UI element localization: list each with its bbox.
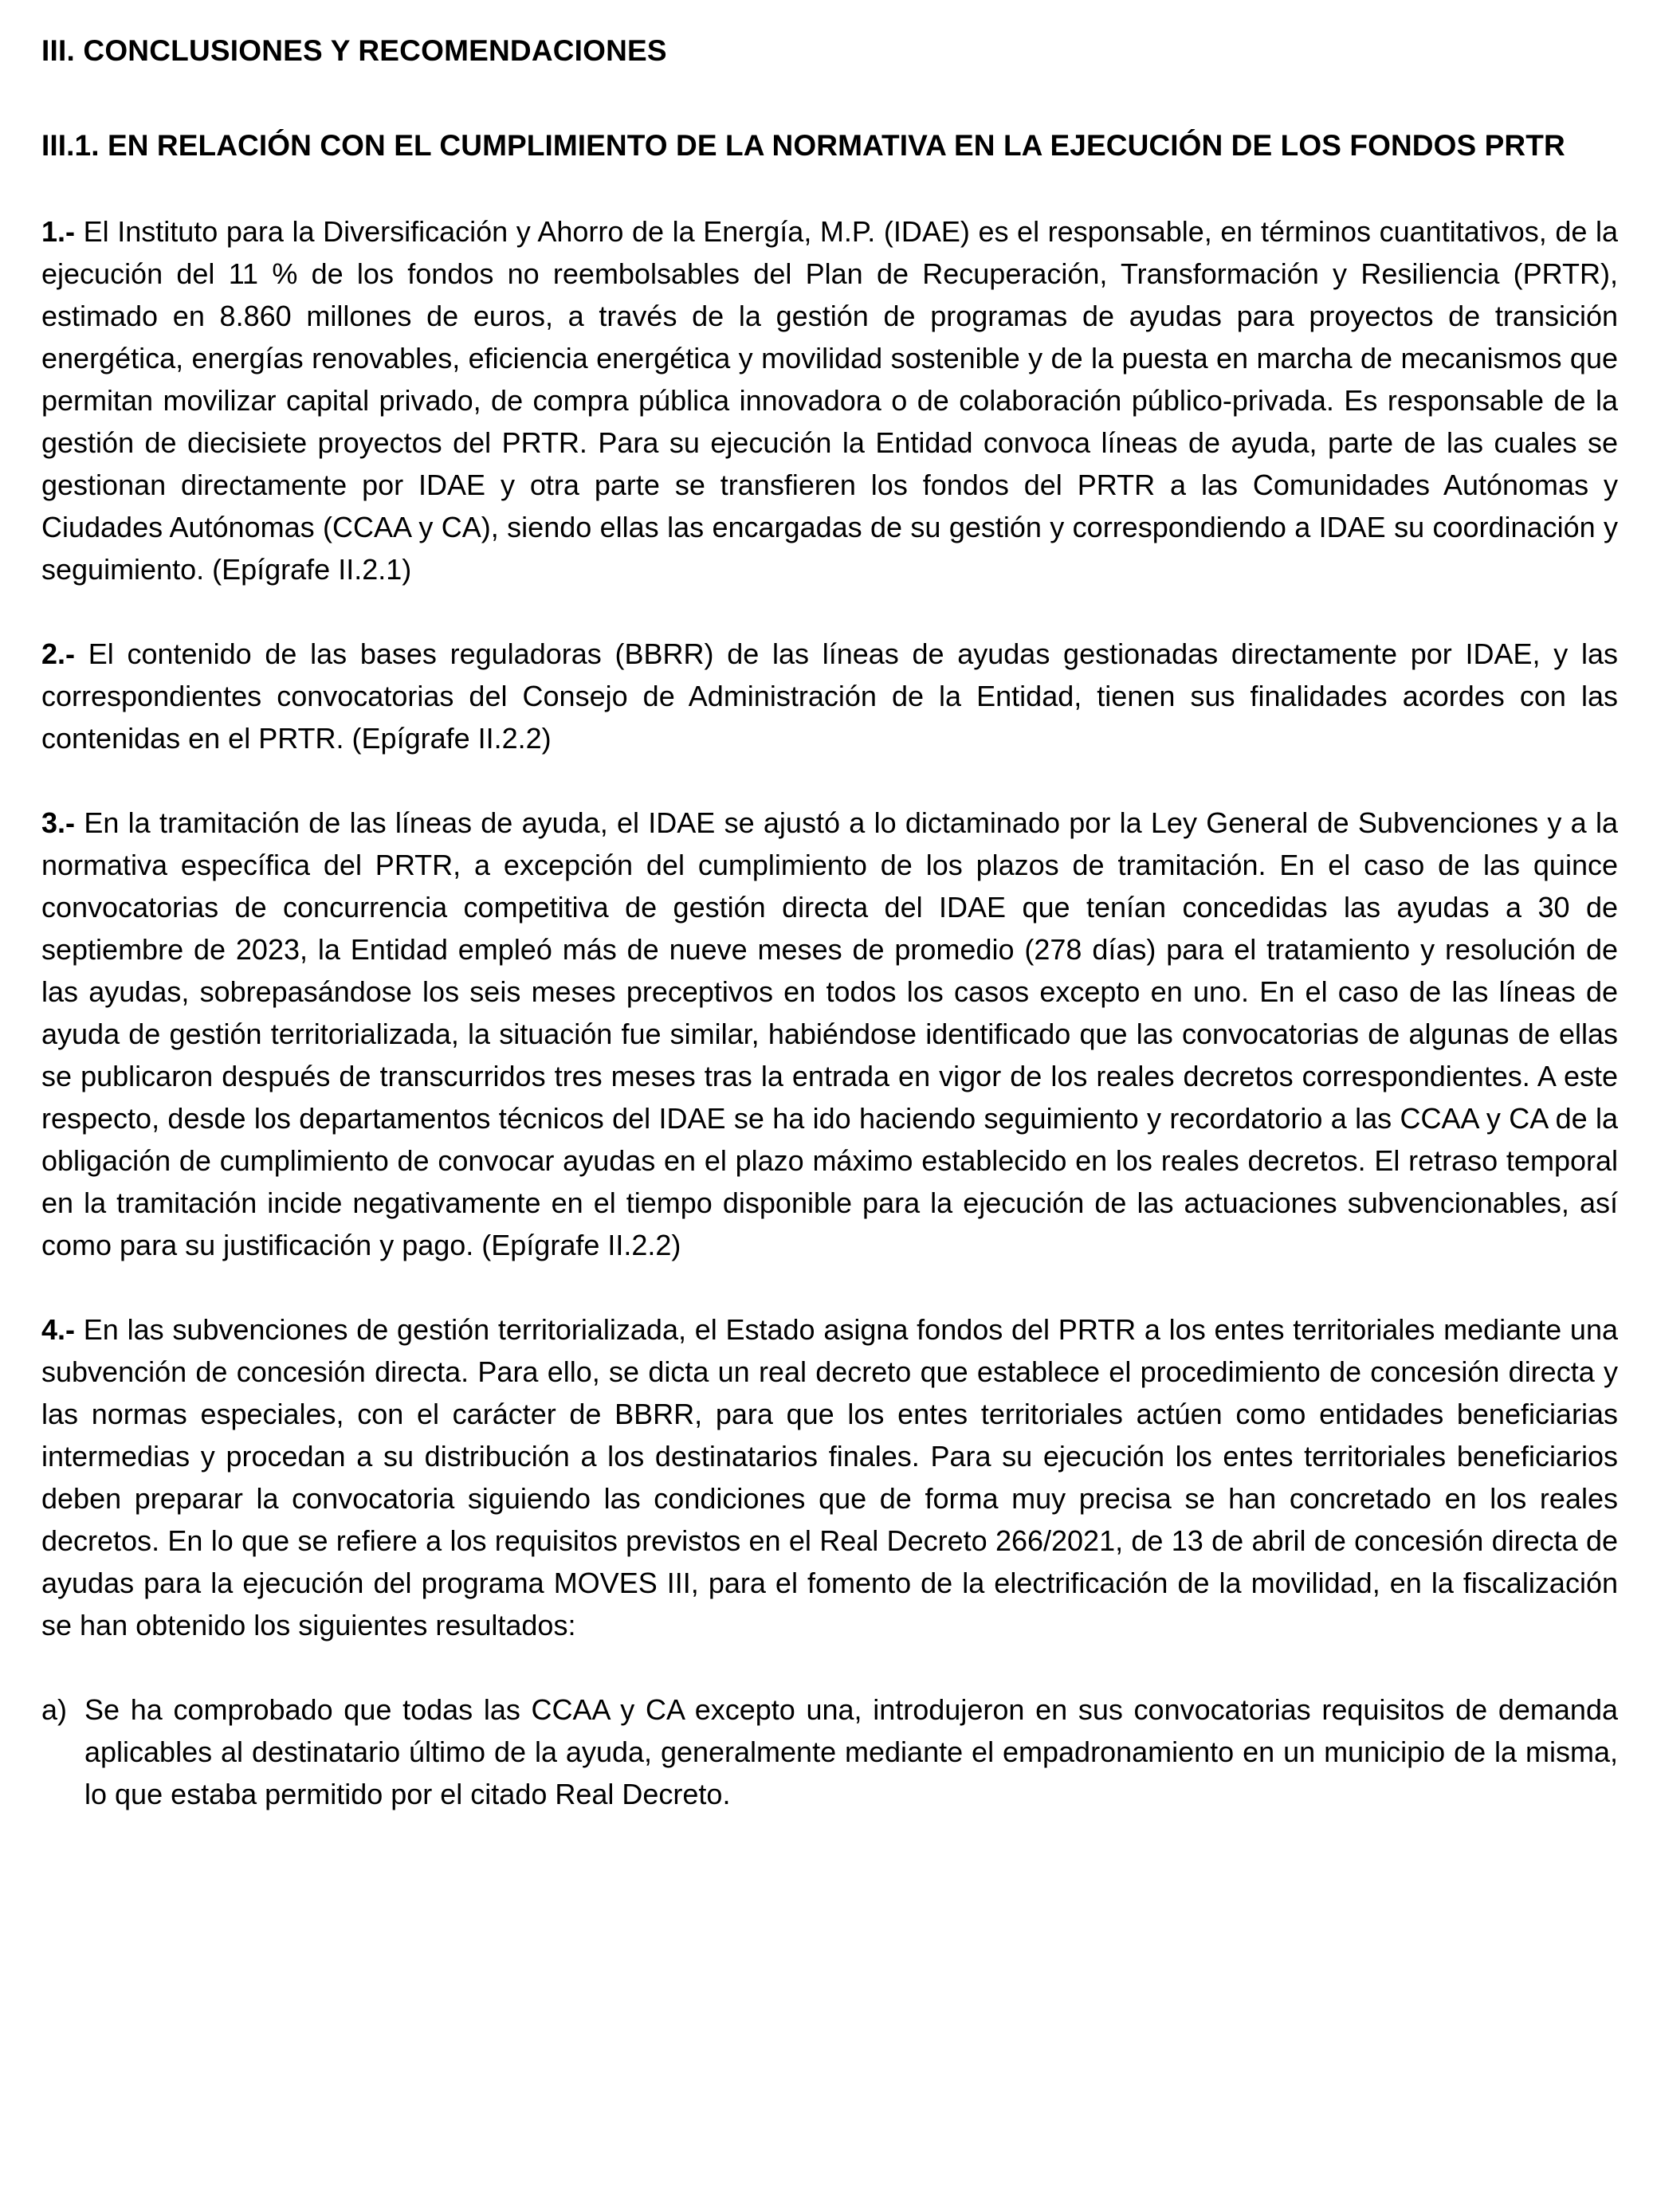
conclusion-paragraph-1	[41, 210, 1618, 590]
page-title: III. CONCLUSIONES Y RECOMENDACIONES	[41, 34, 667, 67]
paragraph-gap	[41, 1646, 1618, 1688]
paragraph-gap	[41, 590, 1618, 633]
heading-spacer	[41, 72, 1618, 124]
conclusion-marker-4: 4.-	[41, 1313, 76, 1346]
conclusion-paragraph-3	[41, 802, 1618, 1266]
conclusion-marker-2: 2.-	[41, 637, 76, 670]
conclusion-text-1: El Instituto para la Diversificación y Ahorro de la Energía, M.P. (IDAE) es el responsable, en términos cuantitativos, de la ejecución del 11 % de los fondos no reembolsables del Plan de Recuperación, Transformación y Resiliencia (PRTR), estimado en 8.860 millones de euros, a través de la gestión de programas de ayudas para proyectos de transición energética, energías renovables, eficiencia energética y movilidad sostenible y de la puesta en marcha de mecanismos que permitan movilizar capital privado, de compra pública innovadora o de colaboración público-privada. Es responsable de la gestión de diecisiete proyectos del PRTR. Para su ejecución la Entidad convoca líneas de ayuda, parte de las cuales se gestionan directamente por IDAE y otra parte se transfieren los fondos del PRTR a las Comunidades Autónomas y Ciudades Autónomas (CCAA y CA), siendo ellas las encargadas de su gestión y correspondiendo a IDAE su coordinación y seguimiento. (Epígrafe II.2.1)	[41, 215, 1618, 586]
list-item-marker-a: a)	[41, 1693, 68, 1726]
conclusion-paragraph-4	[41, 1308, 1618, 1646]
conclusion-text-3: En la tramitación de las líneas de ayuda, el IDAE se ajustó a lo dictaminado por la Ley General de Subvenciones y a la normativa específica del PRTR, a excepción del cumplimiento de los plazos de tramitación. En el caso de las quince convocatorias de concurrencia competitiva de gestión directa del IDAE que tenían concedidas las ayudas a 30 de septiembre de 2023, la Entidad empleó más de nueve meses de promedio (278 días) para el tratamiento y resolución de las ayudas, sobrepasándose los seis meses preceptivos en todos los casos excepto en uno. En el caso de las líneas de ayuda de gestión territorializada, la situación fue similar, habiéndose identificado que las convocatorias de algunas de ellas se publicaron después de transcurridos tres meses tras la entrada en vigor de los reales decretos correspondientes. A este respecto, desde los departamentos técnicos del IDAE se ha ido haciendo seguimiento y recordatorio a las CCAA y CA de la obligación de cumplimiento de convocar ayudas en el plazo máximo establecido en los reales decretos. El retraso temporal en la tramitación incide negativamente en el tiempo disponible para la ejecución de las actuaciones subvencionables, así como para su justificación y pago. (Epígrafe II.2.2)	[41, 806, 1618, 1261]
conclusion-marker-3: 3.-	[41, 806, 76, 839]
conclusion-marker-1: 1.-	[41, 215, 76, 248]
paragraph-gap	[41, 759, 1618, 802]
conclusion-paragraph-2	[41, 633, 1618, 759]
conclusion-text-2: El contenido de las bases reguladoras (BBRR) de las líneas de ayudas gestionadas directamente por IDAE, y las correspondientes convocatorias del Consejo de Administración de la Entidad, tienen sus finalidades acordes con las contenidas en el PRTR. (Epígrafe II.2.2)	[41, 637, 1618, 755]
paragraph-gap	[41, 1266, 1618, 1308]
section-heading: III.1. EN RELACIÓN CON EL CUMPLIMIENTO DE LA NORMATIVA EN LA EJECUCIÓN DE LOS FONDOS PRTR	[41, 129, 1565, 162]
list-item	[41, 1688, 1618, 1815]
section-heading-spacer	[41, 167, 1618, 210]
list-item-text-a: Se ha comprobado que todas las CCAA y CA excepto una, introdujeron en sus convocatorias requisitos de demanda aplicables al destinatario último de la ayuda, generalmente mediante el empadronamiento en un municipio de la misma, lo que estaba permitido por el citado Real Decreto.	[84, 1693, 1618, 1810]
conclusion-text-4: En las subvenciones de gestión territorializada, el Estado asigna fondos del PRTR a los entes territoriales mediante una subvención de concesión directa. Para ello, se dicta un real decreto que establece el procedimiento de concesión directa y las normas especiales, con el carácter de BBRR, para que los entes territoriales actúen como entidades beneficiarias intermedias y procedan a su distribución a los destinatarios finales. Para su ejecución los entes territoriales beneficiarios deben preparar la convocatoria siguiendo las condiciones que de forma muy precisa se han concretado en los reales decretos. En lo que se refiere a los requisitos previstos en el Real Decreto 266/2021, de 13 de abril de concesión directa de ayudas para la ejecución del programa MOVES III, para el fomento de la electrificación de la movilidad, en la fiscalización se han obtenido los siguientes resultados:	[41, 1313, 1618, 1641]
